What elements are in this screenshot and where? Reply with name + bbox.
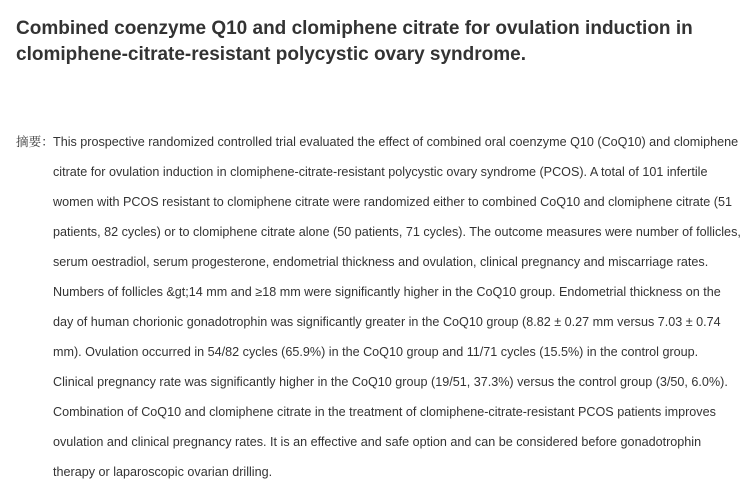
abstract-section — [16, 127, 741, 487]
abstract-text: This prospective randomized controlled trial evaluated the effect of combined oral coenzyme Q10 (CoQ10) and clomiphene citrate for ovulation induction in clomiphene-citrate-resistant polycystic ovary syndrome (PCOS). A total of 101 infertile women with PCOS resistant to clomiphene citrate were randomized either to combined CoQ10 and clomiphene citrate (51 patients, 82 cycles) or to clomiphene citrate alone (50 patients, 71 cycles). The outcome measures were number of follicles, serum oestradiol, serum progesterone, endometrial thickness and ovulation, clinical pregnancy and miscarriage rates. Numbers of follicles &gt;14 mm and ≥18 mm were significantly higher in the CoQ10 group. Endometrial thickness on the day of human chorionic gonadotrophin was significantly greater in the CoQ10 group (8.82 ± 0.27 mm versus 7.03 ± 0.74 mm). Ovulation occurred in 54/82 cycles (65.9%) in the CoQ10 group and 11/71 cycles (15.5%) in the control group. Clinical pregnancy rate was significantly higher in the CoQ10 group (19/51, 37.3%) versus the control group (3/50, 6.0%). Combination of CoQ10 and clomiphene citrate in the treatment of clomiphene-citrate-resistant PCOS patients improves ovulation and clinical pregnancy rates. It is an effective and safe option and can be considered before gonadotrophin therapy or laparoscopic ovarian drilling. — [53, 135, 741, 479]
abstract-label: 摘要： — [16, 135, 54, 149]
article-title: Combined coenzyme Q10 and clomiphene citrate for ovulation induction in clomiphene-citrate-resistant polycystic ovary syndrome. — [16, 18, 693, 65]
